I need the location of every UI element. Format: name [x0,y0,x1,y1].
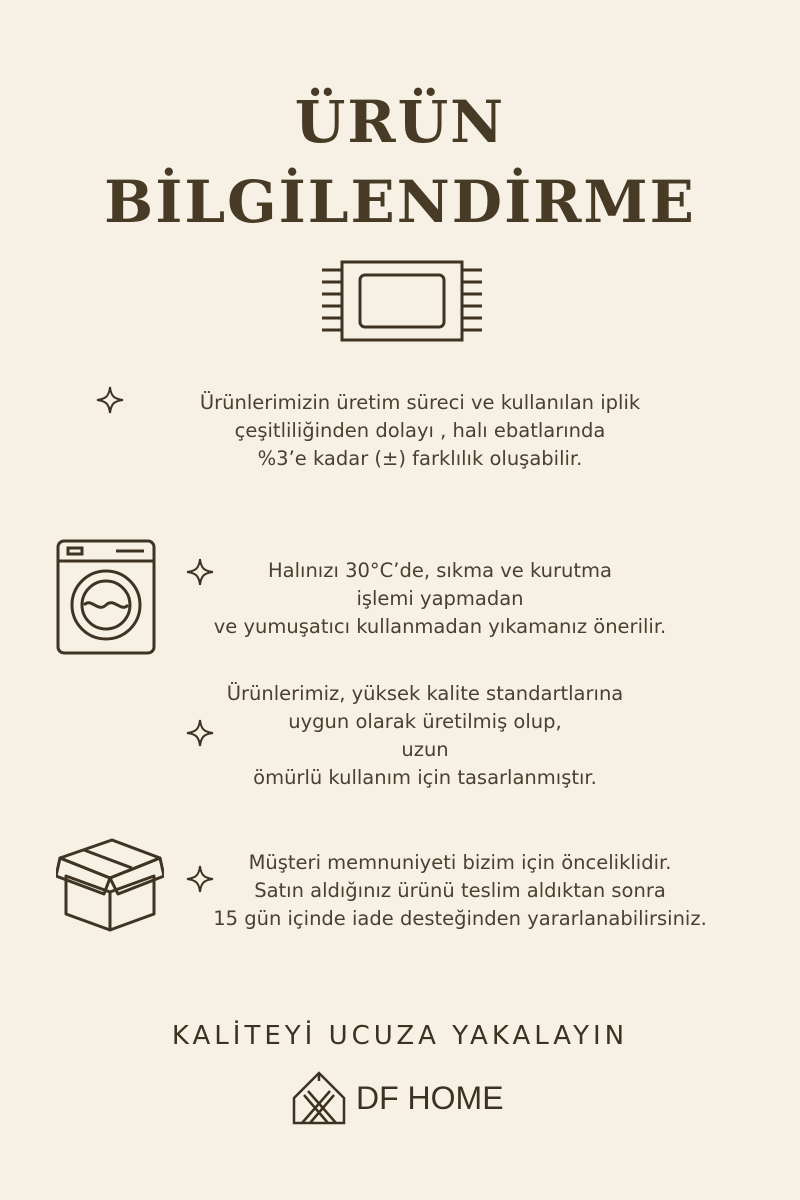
text-line: Satın aldığınız ürünü teslim aldıktan sonra [254,879,666,902]
page-title-line-1: ÜRÜN [294,88,506,156]
slogan: KALİTEYİ UCUZA YAKALAYIN [171,1021,629,1051]
quality-text [190,680,660,792]
washing-machine-icon [56,539,156,655]
text-line: ömürlü kullanım için tasarlanmıştır. [253,766,597,789]
washing-instructions-text [190,557,690,641]
text-line: Halınızı 30°C’de, sıkma ve kurutma [268,559,612,582]
rug-icon [320,258,484,344]
package-box-icon [56,836,164,934]
text-line: Ürünlerimizin üretim süreci ve kullanılan iplik [199,391,641,414]
text-line: uzun [401,738,449,761]
brand [290,1068,504,1128]
text-line: 15 gün içinde iade desteğinden yararlanabilirsiniz. [213,907,707,930]
text-line: işlemi yapmadan [356,587,524,610]
text-line: ve yumuşatıcı kullanmadan yıkamanız önerilir. [213,615,667,638]
text-line: Müşteri memnuniyeti bizim için önceliklidir. [248,851,672,874]
page-title-line-2: BİLGİLENDİRME [104,168,696,236]
text-line: Ürünlerimiz, yüksek kalite standartlarına [226,682,624,705]
return-policy-text [190,849,730,933]
text-line: uygun olarak üretilmiş olup, [288,710,562,733]
house-logo-icon [290,1069,348,1127]
brand-name: DF HOME [356,1079,504,1116]
text-line: %3’e kadar (±) farklılık oluşabilir. [257,447,583,470]
text-line: çeşitliliğinden dolayı , halı ebatlarında [234,419,606,442]
size-tolerance-text [180,389,660,473]
sparkle-icon [95,385,125,415]
